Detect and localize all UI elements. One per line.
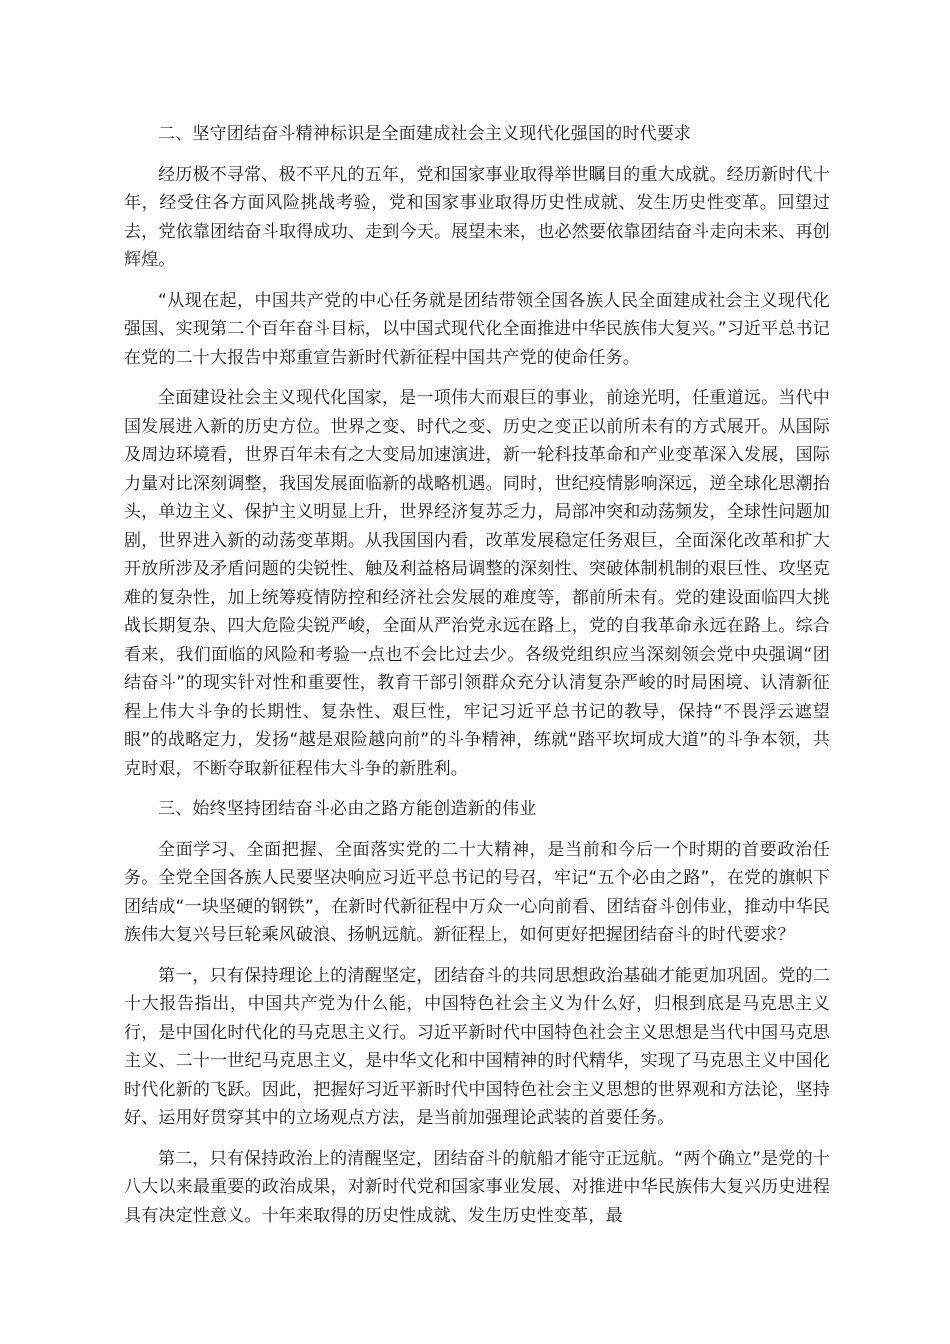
- paragraph-5: 第一，只有保持理论上的清醒坚定，团结奋斗的共同思想政治基础才能更加巩固。党的二十大报告指出，中国共产党为什么能，中国特色社会主义为什么好，归根到底是马克思主义行，是中国化时代化的马克思主义行。习近平新时代中国特色社会主义思想是当代中国马克思主义、二十一世纪马克思主义，是中华文化和中国精神的时代精华，实现了马克思主义中国化时代化新的飞跃。因此，把握好习近平新时代中国特色社会主义思想的世界观和方法论，坚持好、运用好贯穿其中的立场观点方法，是当前加强理论武装的首要任务。: [124, 965, 830, 1128]
- section-heading-3: 三、始终坚持团结奋斗必由之路方能创造新的伟业: [158, 799, 537, 819]
- paragraph-1: 经历极不寻常、极不平凡的五年，党和国家事业取得举世瞩目的重大成就。经历新时代十年，经受住各方面风险挑战考验，党和国家事业取得历史性成就、发生历史性变革。回望过去，党依靠团结奋斗取得成功、走到今天。展望未来，也必然要依靠团结奋斗走向未来、再创辉煌。: [124, 164, 830, 270]
- document-page: [124, 120, 830, 1242]
- section-heading-2: 二、坚守团结奋斗精神标识是全面建成社会主义现代化强国的时代要求: [158, 124, 692, 144]
- paragraph-3: 全面建设社会主义现代化国家，是一项伟大而艰巨的事业，前途光明，任重道远。当代中国发展进入新的历史方位。世界之变、时代之变、历史之变正以前所未有的方式展开。从国际及周边环境看，世界百年未有之大变局加速演进，新一轮科技革命和产业变革深入发展，国际力量对比深刻调整，我国发展面临新的战略机遇。同时，世纪疫情影响深远，逆全球化思潮抬头，单边主义、保护主义明显上升，世界经济复苏乏力，局部冲突和动荡频发，全球性问题加剧，世界进入新的动荡变革期。从我国国内看，改革发展稳定任务艰巨，全面深化改革和扩大开放所涉及矛盾问题的尖锐性、触及利益格局调整的深刻性、突破体制机制的艰巨性、攻坚克难的复杂性，加上统筹疫情防控和经济社会发展的难度等，都前所未有。党的建设面临四大挑战长期复杂、四大危险尖锐严峻，全面从严治党永远在路上，党的自我革命永远在路上。综合看来，我们面临的风险和考验一点也不会比过去少。各级党组织应当深刻领会党中央强调“团结奋斗”的现实针对性和重要性，教育干部引领群众充分认清复杂严峻的时局困境、认清新征程上伟大斗争的长期性、复杂性、艰巨性，牢记习近平总书记的教导，保持“不畏浮云遮望眼”的战略定力，发扬“越是艰险越向前”的斗争精神，练就“踏平坎坷成大道”的斗争本领，共克时艰，不断夺取新征程伟大斗争的新胜利。: [124, 388, 830, 779]
- paragraph-2: “从现在起，中国共产党的中心任务就是团结带领全国各族人民全面建成社会主义现代化强国、实现第二个百年奋斗目标，以中国式现代化全面推进中华民族伟大复兴。”习近平总书记在党的二十大报告中郑重宣告新时代新征程中国共产党的使命任务。: [124, 290, 830, 368]
- paragraph-6: 第二，只有保持政治上的清醒坚定，团结奋斗的航船才能守正远航。“两个确立”是党的十八大以来最重要的政治成果，对新时代党和国家事业发展、对推进中华民族伟大复兴历史进程具有决定性意义。十年来取得的历史性成就、发生历史性变革，最: [124, 1148, 830, 1226]
- paragraph-4: 全面学习、全面把握、全面落实党的二十大精神，是当前和今后一个时期的首要政治任务。全党全国各族人民要坚决响应习近平总书记的号召，牢记“五个必由之路”，在党的旗帜下团结成“一块坚硬的钢铁”，在新时代新征程中万众一心向前看、团结奋斗创伟业，推动中华民族伟大复兴号巨轮乘风破浪、扬帆远航。新征程上，如何更好把握团结奋斗的时代要求？: [124, 839, 831, 945]
